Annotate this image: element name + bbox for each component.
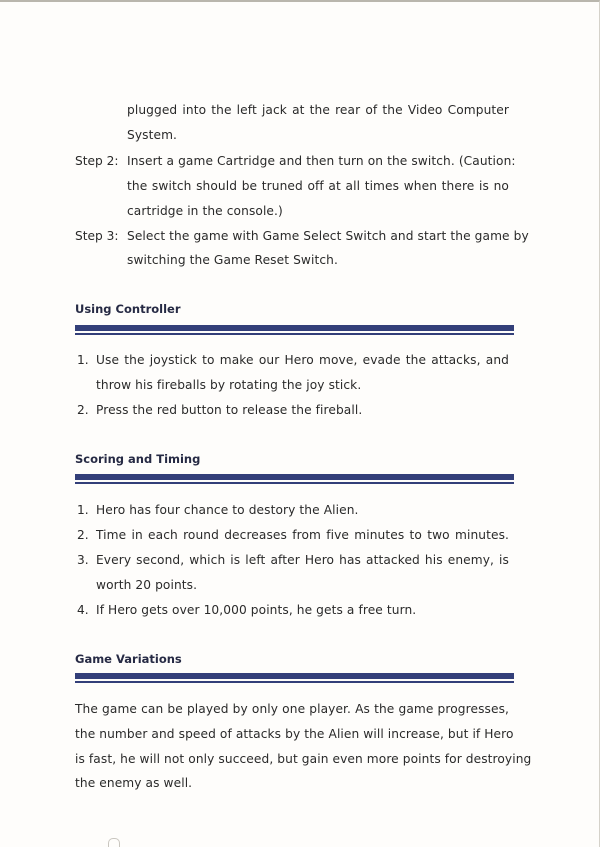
paragraph-line: is fast, he will not only succeed, but gain even more points for destroying bbox=[75, 752, 532, 766]
list-item-text: throw his fireballs by rotating the joy stick. bbox=[96, 378, 362, 392]
list-item-text: Time in each round decreases from five minutes to two minutes. bbox=[96, 528, 509, 542]
step-3-text: Select the game with Game Select Switch and start the game by bbox=[127, 229, 529, 243]
page-crease-mark bbox=[108, 838, 120, 847]
section-heading-using-controller: Using Controller bbox=[75, 302, 181, 316]
list-item-text: worth 20 points. bbox=[96, 578, 198, 592]
step-2-text: cartridge in the console.) bbox=[127, 204, 283, 218]
section-rule bbox=[75, 482, 514, 484]
section-rule bbox=[75, 673, 514, 679]
list-item-number: 2. bbox=[77, 528, 89, 542]
list-item-number: 1. bbox=[77, 503, 89, 517]
section-rule bbox=[75, 325, 514, 331]
list-item-number: 1. bbox=[77, 353, 89, 367]
paragraph-line: the enemy as well. bbox=[75, 776, 193, 790]
list-item-number: 3. bbox=[77, 553, 89, 567]
list-item-number: 4. bbox=[77, 603, 89, 617]
section-rule bbox=[75, 681, 514, 683]
list-item-text: Hero has four chance to destory the Alien. bbox=[96, 503, 359, 517]
list-item-text: Use the joystick to make our Hero move, evade the attacks, and bbox=[96, 353, 509, 367]
paragraph-line: the number and speed of attacks by the Alien will increase, but if Hero bbox=[75, 727, 514, 741]
paragraph-line: The game can be played by only one player. As the game progresses, bbox=[75, 702, 509, 716]
section-heading-scoring-and-timing: Scoring and Timing bbox=[75, 452, 201, 466]
section-rule bbox=[75, 474, 514, 480]
list-item-text: Press the red button to release the fireball. bbox=[96, 403, 363, 417]
list-item-text: Every second, which is left after Hero has attacked his enemy, is bbox=[96, 553, 509, 567]
section-rule bbox=[75, 333, 514, 335]
list-item-number: 2. bbox=[77, 403, 89, 417]
step-3-text: switching the Game Reset Switch. bbox=[127, 253, 338, 267]
step-3-label: Step 3: bbox=[75, 229, 119, 243]
step-2-text: Insert a game Cartridge and then turn on the switch. (Caution: bbox=[127, 154, 516, 168]
setup-step1-continuation: plugged into the left jack at the rear of the Video Computer bbox=[127, 103, 509, 117]
step-2-text: the switch should be truned off at all times when there is no bbox=[127, 179, 509, 193]
step-2-label: Step 2: bbox=[75, 154, 119, 168]
section-heading-game-variations: Game Variations bbox=[75, 652, 182, 666]
setup-step1-continuation: System. bbox=[127, 128, 178, 142]
list-item-text: If Hero gets over 10,000 points, he gets a free turn. bbox=[96, 603, 417, 617]
